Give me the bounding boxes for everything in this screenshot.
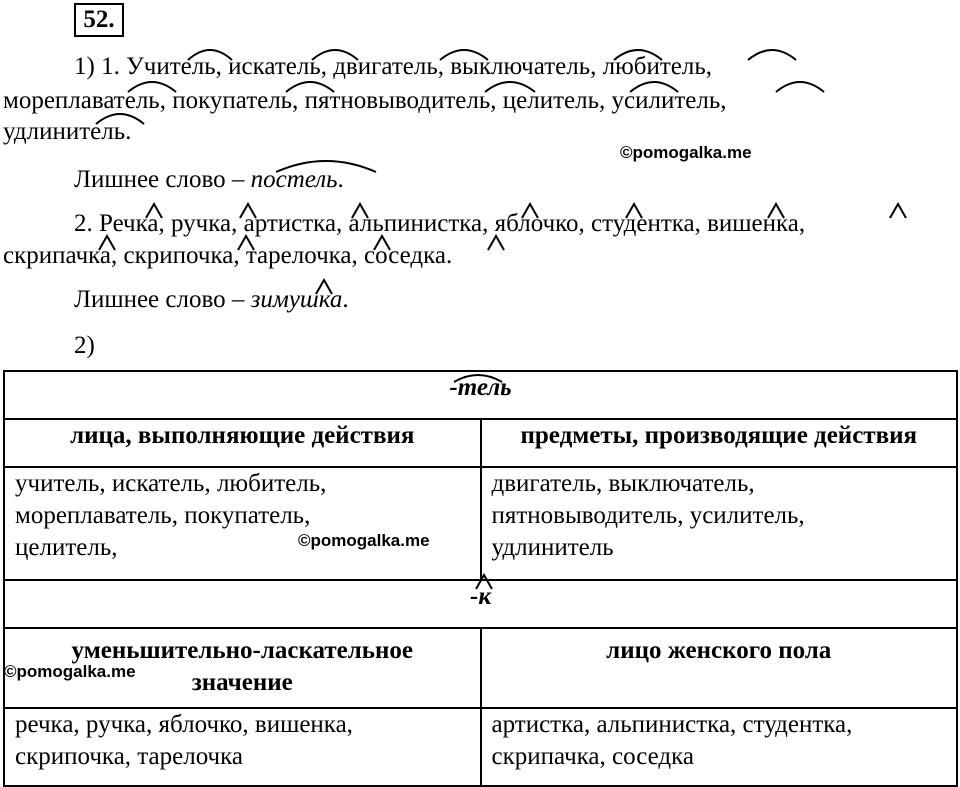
part2-label: 2) [74, 332, 95, 359]
word-line: скрипочка, тарелочка [15, 743, 243, 770]
task2-line1: 2. Речка, ручка, артистка, альпинистка, яблочко, студентка, вишенка, [74, 210, 806, 237]
task1-line1: 1) 1. Учитель, искатель, двигатель, выключатель, любитель, [74, 53, 712, 80]
suffix-table [3, 370, 958, 787]
col4-header: лицо женского пола [481, 628, 958, 708]
suffix-arc-mark [776, 82, 824, 92]
task2-extra-word-line [74, 285, 349, 315]
suffix-k-cell: -к [4, 580, 957, 628]
word-line: целитель, [15, 534, 118, 561]
word-line: скрипачка, соседка [491, 743, 695, 770]
watermark-1: ©pomogalka.me [620, 143, 752, 162]
word-line: артистка, альпинистка, студентка, [491, 711, 853, 738]
col3-header-line2: значение [191, 669, 293, 696]
task1-line2: мореплаватель, покупатель, пятновыводитель, целитель, усилитель, [3, 87, 727, 114]
extra-word-end: . [342, 286, 349, 313]
col2-header: предметы, производящие действия [481, 419, 958, 467]
extra-word: постель [250, 166, 338, 193]
extra-word: зимушка [250, 286, 343, 313]
word-line: пятновыводитель, усилитель, [491, 502, 805, 529]
word-line: речка, ручка, яблочко, вишенка, [15, 711, 353, 738]
word-line: двигатель, выключатель, [491, 470, 755, 497]
col1-words-cell [4, 467, 481, 580]
watermark-3: ©pomogalka.me [4, 662, 136, 681]
col2-words-cell [481, 467, 958, 580]
col1-header: лица, выполняющие действия [4, 419, 481, 467]
exercise-number: 52. [74, 3, 124, 37]
task1-extra-word-line [74, 165, 344, 195]
col3-words-cell [4, 708, 481, 786]
col3-header-line1: уменьшительно-ласкательное [71, 637, 413, 664]
task2-line2: скрипачка, скрипочка, тарелочка, соседка. [3, 242, 453, 269]
suffix-caret-mark [890, 204, 906, 218]
watermark-2: ©pomogalka.me [298, 531, 430, 550]
col4-words-cell [481, 708, 958, 786]
word-line: мореплаватель, покупатель, [15, 502, 311, 529]
extra-word-end: . [337, 166, 344, 193]
extra-word-label: Лишнее слово – [74, 166, 245, 193]
word-line: учитель, искатель, любитель, [15, 470, 327, 497]
task1-line3: удлинитель. [3, 118, 132, 145]
suffix-tel-cell: -тель [4, 371, 957, 419]
word-line: удлинитель [491, 534, 614, 561]
suffix-arc-mark [748, 50, 796, 60]
extra-word-label: Лишнее слово – [74, 286, 245, 313]
